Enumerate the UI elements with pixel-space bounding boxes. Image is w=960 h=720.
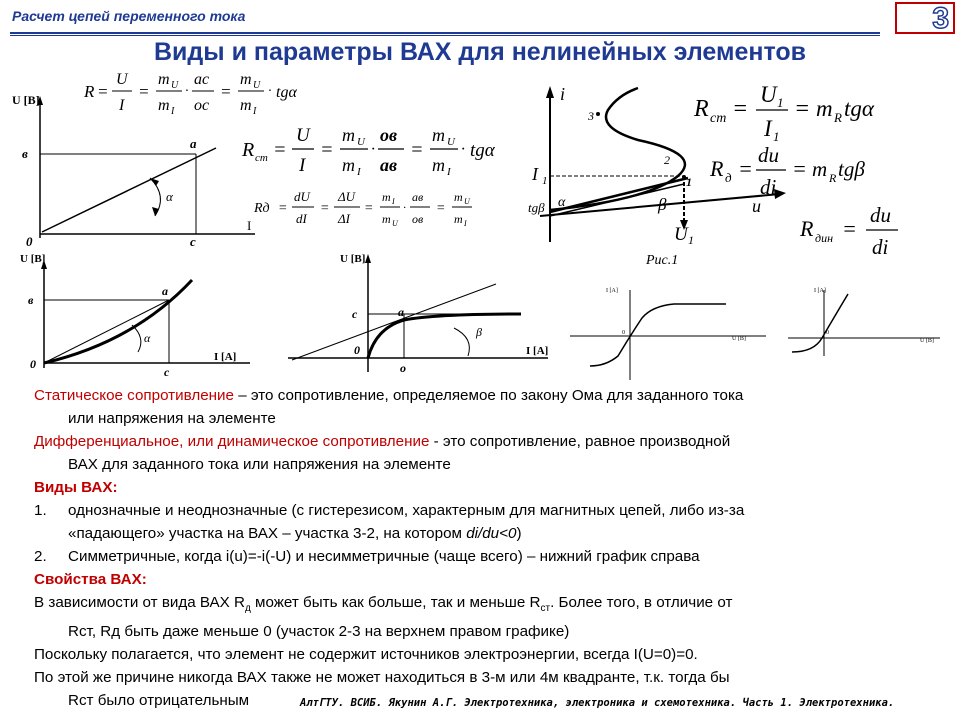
f3-mi-sub: I	[392, 197, 395, 206]
fig3-point-a: а	[162, 284, 168, 298]
f1-oc: oc	[194, 97, 210, 114]
f3-mi-2: m	[454, 212, 463, 226]
f1-i: I	[119, 97, 125, 114]
fig3-x-axis: I [А]	[214, 351, 237, 363]
svg-text:·: ·	[371, 141, 375, 158]
fig4-point-a: а	[398, 305, 404, 319]
fig3-y-axis: U [В]	[20, 253, 46, 265]
fig2-u1: U	[674, 224, 688, 245]
f2-mi-2: m	[432, 155, 445, 175]
fig2-i1-sub: 1	[542, 175, 548, 187]
f2-mi-sub: I	[357, 166, 361, 178]
fig2-x-axis: u	[752, 196, 761, 216]
fig3-origin: 0	[30, 357, 36, 371]
f3-mi: m	[382, 190, 391, 204]
item2: Симметричные, когда i(u)=-i(-U) и несимметричные (чаще всего) – нижний график справа	[68, 548, 700, 565]
f3-r: Rд	[254, 201, 270, 216]
fig1-point-v: в	[22, 146, 28, 161]
differential-definition	[34, 430, 944, 476]
figure-asymmetric-vac	[780, 284, 950, 364]
fig2-beta: β	[658, 195, 667, 214]
f1-r: R	[84, 82, 95, 101]
fig6-origin: 0	[826, 330, 829, 336]
item2-num: 2.	[34, 548, 47, 565]
figure-convex-vac	[14, 250, 254, 380]
f2-mi-sub-2: I	[447, 166, 451, 178]
fig4-y-axis: U [В]	[340, 253, 366, 265]
f2-mu-sub-2: U	[447, 136, 455, 148]
f4-i1-sub: 1	[773, 129, 780, 144]
svg-text:=: =	[97, 82, 109, 101]
footer: АлтГТУ. ВСИБ. Якунин А.Г. Электротехника, электроника и схемотехника. Часть 1. Электротехника.	[300, 697, 895, 709]
fig1-angle: α	[166, 189, 173, 204]
fig3-point-c: с	[164, 365, 170, 379]
svg-text:=: =	[794, 96, 811, 122]
types-item-1	[34, 499, 944, 545]
f3-mu: m	[382, 212, 391, 226]
svg-text:·: ·	[185, 84, 189, 99]
prop-1	[34, 591, 944, 643]
f5-mr: m	[812, 157, 828, 181]
f1-tg: tgα	[276, 84, 297, 101]
body-text	[34, 384, 944, 712]
fig2-point-3: 3	[588, 109, 594, 123]
page-title: Виды и параметры ВАХ для нелинейных элементов	[153, 38, 806, 66]
f3-du: dU	[294, 189, 310, 204]
prop3-a: По этой же причине никогда ВАХ также не может находиться в 3-м или 4м квадранте, т.к. тогда бы	[34, 669, 730, 687]
fig4-point-o: о	[400, 361, 406, 375]
f4-r-sub: ст	[710, 111, 727, 126]
formula-rdin	[798, 198, 948, 262]
f4-u1: U	[760, 82, 777, 107]
item1-a: однозначные и неоднозначные (с гистерезисом, характерным для магнитных цепей, либо из-за	[68, 502, 745, 519]
fig2-caption: Рис.1	[646, 253, 679, 268]
f2-r: R	[242, 139, 255, 161]
formula-static-resistance-2	[238, 118, 538, 182]
svg-text:=: =	[732, 96, 749, 122]
item1-d: )	[516, 525, 522, 542]
types-heading: Виды ВАХ:	[34, 479, 118, 496]
item1-b: «падающего» участка на ВАХ – участка 3-2, на котором	[68, 525, 467, 542]
props-heading: Свойства ВАХ:	[34, 571, 147, 588]
fig4-angle: β	[476, 325, 482, 339]
fig2-alpha: α	[558, 195, 566, 210]
svg-text:=: =	[138, 82, 150, 101]
f2-mu-sub: U	[357, 136, 365, 148]
f1-mi: m	[158, 97, 170, 114]
f1-mu-sub: U	[171, 80, 179, 91]
f4-mr-sub: R	[834, 110, 842, 125]
svg-text:=: =	[320, 139, 334, 161]
f3-mi-sub-2: I	[464, 219, 467, 228]
formula-rst	[690, 76, 950, 146]
fig1-origin: 0	[26, 234, 33, 248]
fig6-x-axis: U [В]	[920, 338, 934, 344]
f2-tg: tgα	[470, 140, 495, 161]
f4-u1-sub: 1	[777, 95, 784, 110]
f3-mu-sub: U	[392, 219, 398, 228]
f4-r: R	[694, 96, 709, 122]
figure-symmetric-vac	[566, 284, 776, 384]
item1-c: di/du<0	[466, 525, 517, 542]
f1-mi-sub-2: I	[253, 106, 257, 117]
prop1-d: Rст, Rд быть даже меньше 0 (участок 2-3 на верхнем правом графике)	[68, 623, 570, 641]
static-term: Статическое сопротивление	[34, 387, 234, 404]
diff-def-1: - это сопротивление, равное производной	[429, 433, 731, 450]
f3-di: dI	[296, 211, 307, 226]
svg-text:=: =	[364, 201, 374, 216]
f1-mu-2: m	[240, 71, 252, 88]
prop1-sub2: ст	[540, 603, 551, 615]
svg-text:=: =	[436, 201, 446, 216]
f2-r-sub: ст	[255, 152, 268, 164]
f1-mu: m	[158, 71, 170, 88]
f5-r-sub: д	[725, 170, 732, 185]
diff-term: Дифференциальное, или динамическое сопротивление	[34, 433, 430, 450]
f1-u: U	[116, 71, 128, 88]
static-def-2: или напряжения на элементе	[68, 410, 276, 427]
svg-text:·: ·	[268, 84, 272, 99]
fig2-u1-sub: 1	[688, 233, 694, 247]
formula-static-resistance-1	[80, 62, 350, 122]
prop1-sub1: д	[244, 603, 251, 615]
f4-tg: tgα	[844, 96, 874, 121]
f3-av: ав	[412, 190, 424, 204]
f6-r: R	[800, 216, 814, 241]
svg-text:=: =	[410, 139, 424, 161]
item1-num: 1.	[34, 502, 47, 519]
figure-saturation-vac	[286, 250, 556, 380]
f3-delta-i: ΔI	[338, 211, 350, 226]
f3-delta-u: ΔU	[338, 189, 356, 204]
fig3-point-v: в	[28, 293, 34, 307]
f1-ac: ac	[194, 71, 210, 88]
prop1-c: . Более того, в отличие от	[550, 594, 733, 611]
static-definition	[34, 384, 944, 430]
f3-mu-2: m	[454, 190, 463, 204]
f5-di: di	[760, 175, 777, 199]
f4-mr: m	[816, 96, 833, 121]
svg-text:=: =	[792, 156, 807, 181]
f2-i: I	[299, 155, 306, 176]
fig5-origin: 0	[622, 330, 625, 336]
fig4-origin: 0	[354, 343, 360, 357]
prop3-b: Rст было отрицательным	[68, 692, 250, 710]
f2-av: ав	[380, 155, 398, 175]
fig2-point-2: 2	[664, 153, 670, 167]
fig2-point-1: 1	[686, 175, 692, 189]
header-rule	[10, 32, 880, 36]
f1-mu-sub-2: U	[253, 80, 261, 91]
f5-tg: tgβ	[838, 157, 865, 181]
f2-u: U	[296, 125, 310, 146]
formula-rd	[706, 140, 956, 202]
fig5-x-axis: U [В]	[732, 336, 746, 342]
f3-mu-sub-2: U	[464, 197, 470, 206]
f2-mi: m	[342, 155, 355, 175]
fig1-x-axis: I	[247, 218, 252, 233]
f6-du: du	[870, 203, 891, 227]
f4-i1: I	[764, 116, 772, 141]
f2-ov: ов	[380, 125, 398, 145]
diff-def-2: ВАХ для заданного тока или напряжения на элементе	[68, 456, 451, 473]
fig4-x-axis: I [А]	[526, 345, 549, 357]
svg-text:=: =	[320, 201, 330, 216]
fig1-point-a: а	[190, 136, 197, 151]
fig2-y-axis: i	[560, 84, 566, 104]
f2-mu-2: m	[432, 125, 445, 145]
f1-mi-2: m	[240, 97, 252, 114]
prop1-a: В зависимости от вида ВАХ R	[34, 594, 245, 611]
formula-differential-resistance	[252, 184, 532, 236]
fig1-y-axis: U [В]	[12, 93, 40, 107]
f5-r: R	[710, 156, 724, 181]
fig1-point-c: с	[190, 234, 196, 248]
section-header: Расчет цепей переменного тока	[12, 8, 246, 24]
fig5-y-axis: I [A]	[606, 288, 618, 294]
fig2-tgb: tgβ	[528, 200, 545, 215]
prop-2: Поскольку полагается, что элемент не содержит источников электроэнергии, всегда I(U=0)=0.	[34, 646, 698, 664]
types-item-2	[34, 545, 944, 568]
fig4-point-c: с	[352, 307, 358, 321]
svg-text:·: ·	[403, 200, 406, 214]
page-number-box	[895, 2, 955, 34]
svg-text:=: =	[220, 82, 232, 101]
prop1-b: может быть как больше, так и меньше R	[250, 594, 541, 611]
f2-mu: m	[342, 125, 355, 145]
fig2-i1: I	[532, 164, 538, 184]
svg-text:=: =	[278, 201, 288, 216]
f6-r-sub: дин	[815, 231, 834, 245]
svg-text:=: =	[842, 216, 857, 241]
page-number: 3	[932, 2, 949, 35]
fig3-angle: α	[144, 331, 151, 345]
static-def-1: – это сопротивление, определяемое по закону Ома для заданного тока	[233, 387, 744, 404]
f1-mi-sub: I	[171, 106, 175, 117]
svg-text:=: =	[738, 156, 753, 181]
f3-ov: ов	[412, 212, 424, 226]
svg-text:·: ·	[461, 141, 465, 158]
fig6-y-axis: I [A]	[814, 288, 826, 294]
svg-text:=: =	[273, 139, 287, 161]
f5-du: du	[758, 143, 779, 167]
f5-mr-sub: R	[829, 171, 837, 185]
f6-di: di	[872, 235, 889, 259]
